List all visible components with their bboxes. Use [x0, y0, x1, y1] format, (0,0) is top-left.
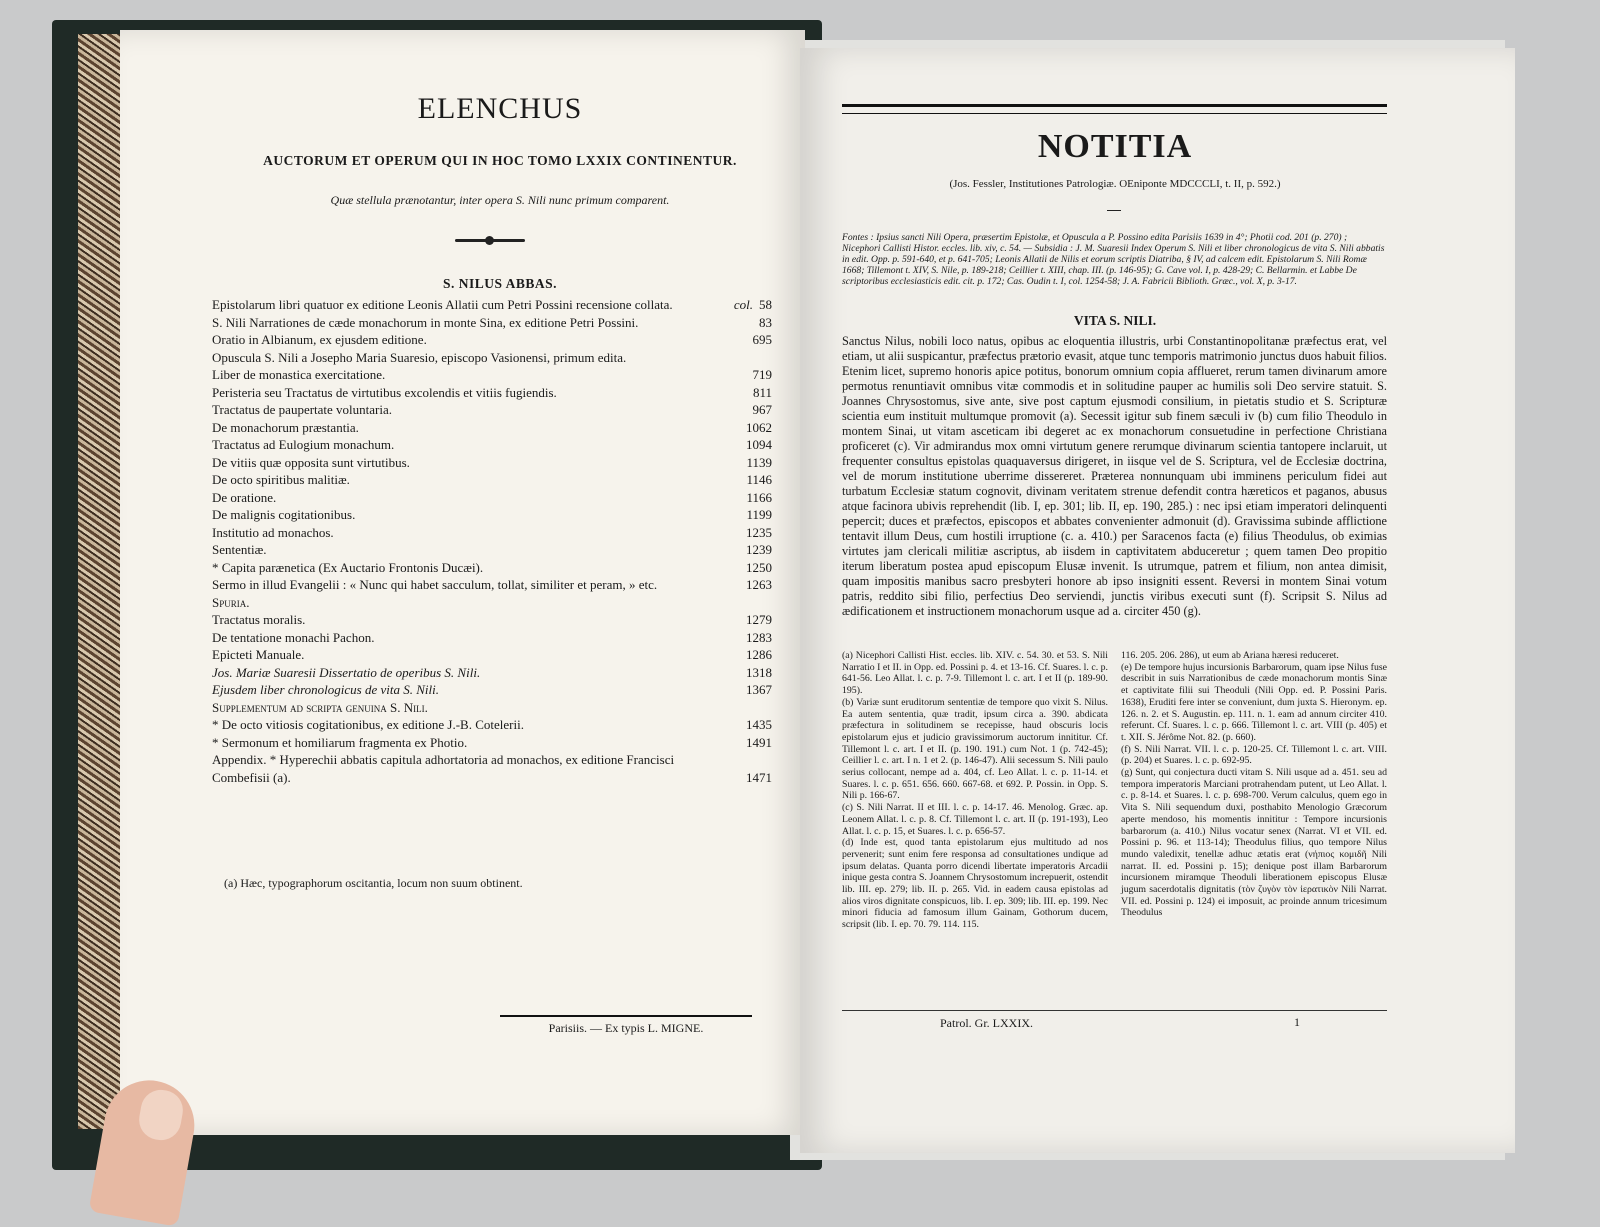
toc-entry-page: 1367 — [746, 682, 772, 697]
toc-entry-title: De oratione. — [212, 489, 277, 505]
toc-entry — [212, 331, 772, 349]
toc-entry — [212, 611, 772, 629]
footnote-text: (d) Inde est, quod tanta epistolarum ejus multitudo ad nos pervenerit; sunt enim fere responsa ad consultationes undique ad ipsum delatas. Quanta porro dicendi libertate imperatoris Arcadii inique gesta contra S. Joannem Chrysostomum increpuerit, ostendit lib. III. ep. 279; lib. II. p. 265. Vid. in eadem causa epistolas ad alios viros dignitate conspicuos, lib. I. ep. 309; lib. III. ep. 199. Nec minori fiducia ad famosum illum Gainam, Gothorum ducem, scripsit (lib. I. ep. 70. 79. 114. 115. — [842, 837, 1108, 931]
footnote-text: 116. 205. 206. 286), ut eum ab Ariana hæresi reduceret. — [1121, 650, 1339, 661]
toc-entry-page: 1146 — [746, 472, 772, 487]
toc-entry — [212, 629, 772, 647]
toc-entry-page: 695 — [752, 332, 772, 347]
footnote-text: (f) S. Nili Narrat. VII. l. c. p. 120-25. Cf. Tillemont l. c. art. VIII. (p. 204) et Suares. l. c. p. 692-95. — [1121, 743, 1387, 767]
footnote-text: (g) Sunt, qui conjectura ducti vitam S. Nili usque ad a. 451. seu ad tempora imperatoris Marciani protrahendam putent, ut Leo Allat. l. c. p. 8-14. et Suares. l. c. p. 698-700. Verum calculus, quem ego in Vita S. Nili sequendum duxi, posthabito Menologio Græcorum aperte mendoso, his momentis innititur : Tempore incursionis barbarorum (a. 410.) Nilus vocatur senex (Narrat. VI et VII. ed. Possini p. 96. et 113-14); Theodulus filius, quo tempore Nilus mundo valedixit, tenellæ adhuc ætatis erat (νήπιος κομιδῆ Nili narrat. II. ed. Possini p. 15); denique post illam Barbarorum incursionem miramque Theoduli liberationem episcopus Elusæ jugum sacerdotalis dignitatis (τὸν ζυγὸν τὸν ἱερατικὸν Nili Narrat. VII. ed. Possini p. 124) ei imposuit, ac proinde annum tricesimum Theodulus — [1121, 767, 1387, 919]
toc-entry-title: Sententiæ. — [212, 542, 267, 557]
toc-entry-page: 1286 — [746, 647, 772, 662]
toc-entry — [212, 751, 772, 786]
notitia-title: NOTITIA — [1037, 128, 1193, 165]
toc-entry-page: col. 58 — [733, 297, 772, 312]
toc-entry — [212, 366, 772, 384]
ornament-divider — [455, 239, 525, 242]
page-number: 1 — [1294, 1015, 1300, 1029]
toc-entry-title: Epistolarum libri quatuor ex editione Leonis Allatii cum Petri Possini recensione collata. — [212, 297, 673, 312]
toc-entry-title: Liber de monastica exercitatione. — [212, 367, 386, 382]
toc-entry-page: 1199 — [746, 507, 772, 522]
toc-entry-title: De malignis cogitationibus. — [212, 507, 356, 522]
footnote-text: (e) De tempore hujus incursionis Barbarorum, quam ipse Nilus fuse describit in suis Narrationibus de cæde monachorum montis Sinæ et captivitate filii sui Theoduli (Nili Opp. ed. P. Possini Paris. 1638), Eruditi fere inter se conveniunt, dum juxta S. Hieronym. ep. 126. n. 2. et S. Augustin. ep. 111. n. 1. eam ad annum circiter 410. referunt. Cf. Suares. l. c. p. 666. Tillemont l. c. art. VIII (p. 405) et t. XII. S. Jérôme Not. 82. (p. 660). — [1121, 661, 1387, 743]
toc-entry-page: 967 — [752, 402, 772, 417]
toc-entry — [212, 454, 772, 472]
toc-entry-title: Spuria. — [212, 594, 250, 610]
footer-rule — [842, 1010, 1387, 1011]
toc-entry-title: Supplementum ad scripta genuina S. Nili. — [212, 699, 428, 715]
toc-entry — [212, 541, 772, 559]
toc-entry — [212, 664, 772, 682]
footnote-text: (b) Variæ sunt eruditorum sententiæ de tempore quo vixit S. Nilus. Ea autem sententia, quæ tradit, ipsum circa a. 390. abdicata præfectura in solitudinem se recepisse, haud obscuris locis epistolarum ejus et judicio gravissimorum auctorum innititur. Cf. Tillemont l. c. art. I et II. (p. 190. 191.) cum Not. 1 (p. 742-45); Ceillier l. c. art. I n. 1 et 2. (p. 146-47). Alii secessum S. Nili paulo serius collocant, nempe ad a. 404, cf. Leo Allat. l. c. p. 11-14. et Suares. l. c. p. 651. 656. 660. 667-68. et 692. P. Possin. in Opp. S. Nili p. 166-67. — [842, 696, 1108, 802]
toc-entry-title: Opuscula S. Nili a Josepho Maria Suaresio, episcopo Vasionensi, primum edita. — [212, 349, 627, 365]
toc-entry-page: 1250 — [746, 559, 772, 575]
toc-entry-title: Tractatus moralis. — [212, 612, 306, 627]
toc-entry-title: Oratio in Albianum, ex ejusdem editione. — [212, 332, 427, 347]
vita-paragraph: Sanctus Nilus, nobili loco natus, opibus ac eloquentia illustris, urbi Constantinopolitanæ præfectus erat, vel etiam, ut alii suspicantur, præfectus prætorio evasit, atque tunc temporis matrimonio junctus duos habuit filios. Etenim licet, supremo honoris apice potitus, bonorum omnium copia afflueret, rerum tamen divinarum amore permotus renuntiavit omnibus vitæ commodis et in solitudine pauper ac humilis soli Deo servire statuit. S. Joannes Chrysostomus, sive ante, sive post captum ejusmodi consilium, in pietatis studio et S. Scripturæ scientia eum instituit multumque promovit (a). Secessit igitur sub finem sæculi iv (b) cum filio Theodulo in montem Sinai, ut vitam asceticam ibi degeret ac ex monachorum consuetudine in perfectione Christiana proficeret (c). Vir admirandus mox omni virtutum genere rerumque divinarum scientia tantopere inclaruit, ut frequenter consultus epistolas quaquaversus dirigeret, in iisque vel de S. Scriptura, vel de Ecclesiæ doctrina, vel de morum institutione uberrime dissereret. Præterea nonnunquam ubi imminens periculum fidei aut turbatum Ecclesiæ statum cognovit, divinam veritatem strenue defendit contra hæreticos et paganos, abusus atque facinora ubivis reprehendit (lib. I, ep. 301; lib. II, ep. 190, 285.) : nec ipsi etiam imperatori delinquenti pepercit; duces et præfectos, episcopos et abbates convenienter admonuit (d). Gravissima subinde afflictione tentavit illum Deus, cum hostili irruptione (c. a. 410.) per Saracenos facta (e) filius Theodulus, ob eximias virtutes jam clericali militiæ ascriptus, ab iisdem in captivitatem abduceretur ; quem tamen Deo propitio iterum liberatum postea apud episcopum Elusæ invenit. Is utrumque, patrem et filium, non antea dimisit, quam impositis manibus sacro presbyteri honore ab ipso insigniti essent. Reversi in montem Sinai votum patris, reddito sibi filio, perfectius Deo serviendi, junctis viribus executi sunt (f). Scripsit S. Nilus ad ædificationem et instructionem monachorum usque ad a. circiter 450 (g). — [842, 334, 1387, 618]
toc-entry — [212, 559, 772, 577]
toc-entry — [212, 349, 772, 367]
toc-entry-page: 1062 — [746, 419, 772, 435]
toc-entry-title: * Sermonum et homiliarum fragmenta ex Photio. — [212, 734, 468, 750]
toc-entry — [212, 699, 772, 717]
toc-entry — [212, 506, 772, 524]
footnote-columns — [842, 650, 1387, 931]
toc-entry-page: 1471 — [746, 769, 772, 785]
toc-entry-page: 1283 — [746, 629, 772, 645]
imprint: Parisiis. — Ex typis L. MIGNE. — [548, 1021, 704, 1035]
toc-entry-title: De tentatione monachi Pachon. — [212, 629, 375, 645]
toc-entry-title: Sermo in illud Evangelii : « Nunc qui habet sacculum, tollat, similiter et peram, » etc. — [212, 577, 658, 592]
toc-entry-page: 1094 — [746, 437, 772, 452]
toc-entry-title: Jos. Mariæ Suaresii Dissertatio de operibus S. Nili. — [212, 664, 481, 680]
toc-entry-title: De vitiis quæ opposita sunt virtutibus. — [212, 454, 410, 470]
toc-entry — [212, 314, 772, 332]
toc-entry-title: Tractatus de paupertate voluntaria. — [212, 402, 393, 417]
footnote-text: (a) Nicephori Callisti Hist. eccles. lib. XIV. c. 54. 30. et 53. S. Nili Narratio I et II. in Opp. ed. Possini p. 4. et 13-16. Cf. Suares. l. c. p. 641-56. Leo Allat. l. c. p. 7-9. Tillemont l. c. art. I et II (p. 189-90. 195). — [842, 650, 1108, 697]
short-dash — [1107, 210, 1121, 211]
section-heading: S. NILUS ABBAS. — [442, 276, 558, 291]
toc-entry — [212, 401, 772, 419]
toc-entry — [212, 436, 772, 454]
toc-entry-title: Tractatus ad Eulogium monachum. — [212, 437, 395, 452]
toc-entry — [212, 384, 772, 402]
toc-entry-page: 1239 — [746, 542, 772, 557]
toc-entry-title: Appendix. * Hyperechii abbatis capitula adhortatoria ad monachos, ex editione Francisci Combefisii (a). — [212, 752, 675, 785]
fontes-paragraph: Fontes : Ipsius sancti Nili Opera, præsertim Epistolæ, et Opuscula a P. Possino edita Parisiis 1639 in 4°; Photii cod. 201 (p. 270) ; Nicephori Callisti Histor. eccles. lib. xiv, c. 54. — Subsidia : J. M. Suaresii Index Operum S. Nili et liber chronologicus de vita S. Nili abbatis in edit. Opp. p. 591-640, et p. 641-705; Leonis Allatii de Nilis et eorum scriptis Diatriba, § IV, ad calcem edit. Epistolarum S. Nili Romæ 1668; Tillemont t. XIV, S. Nile, p. 189-218; Ceillier t. XIII, chap. III. (p. 146-95); G. Cave vol. I, p. 428-29; C. Bellarmin. et Labbe De scriptoribus ecclesiasticis edit. cit. p. 172; Cas. Oudin t. I, col. 1254-58; J. A. Fabricii Biblioth. Græc., vol. X, p. 3-17. — [842, 232, 1385, 287]
vita-heading: VITA S. NILI. — [1073, 313, 1157, 328]
toc-entry — [212, 419, 772, 437]
toc-entry-title: De octo spiritibus malitiæ. — [212, 472, 350, 487]
toc-col-prefix: col. — [733, 297, 753, 312]
header-double-rule — [842, 104, 1387, 114]
toc-entry — [212, 646, 772, 664]
toc-entry — [212, 489, 772, 507]
toc-entry-page: 1318 — [746, 664, 772, 680]
toc-entry-page: 1279 — [746, 612, 772, 627]
asterisk-note: Quæ stellula prænotantur, inter opera S. Nili nunc primum comparent. — [330, 193, 670, 207]
toc-entry-title: De monachorum præstantia. — [212, 419, 359, 435]
toc-entry — [212, 734, 772, 752]
toc-entry-title: S. Nili Narrationes de cæde monachorum in monte Sina, ex editione Petri Possini. — [212, 314, 639, 330]
marbled-endpaper — [78, 34, 126, 1129]
toc-entry-title: Ejusdem liber chronologicus de vita S. Nili. — [212, 682, 439, 697]
toc-entry — [212, 594, 772, 612]
toc-entry-page: 719 — [752, 367, 772, 382]
running-foot: Patrol. Gr. LXXIX. — [940, 1016, 1033, 1030]
footnote-column-left — [842, 650, 1108, 931]
footnote-text: (c) S. Nili Narrat. II et III. l. c. p. 14-17. 46. Menolog. Græc. ap. Leonem Allat. l. c. p. 8. Cf. Tillemont l. c. art. II (p. 191-193), Leo Allat. l. c. p. 15, et Suares. l. c. p. 656-57. — [842, 802, 1108, 837]
toc-entry-page: 1235 — [746, 524, 772, 540]
toc-entry-page: 1435 — [746, 717, 772, 732]
table-of-contents — [212, 296, 772, 786]
toc-entry — [212, 716, 772, 734]
page-subtitle: AUCTORUM ET OPERUM QUI IN HOC TOMO LXXIX CONTINENTUR. — [263, 153, 737, 168]
footnote-column-right — [1121, 650, 1387, 931]
toc-entry-page: 1263 — [746, 577, 772, 592]
toc-entry-title: Institutio ad monachos. — [212, 524, 334, 540]
toc-entry-title: * Capita parænetica (Ex Auctario Frontonis Ducæi). — [212, 559, 484, 575]
toc-entry-title: Peristeria seu Tractatus de virtutibus excolendis et vitiis fugiendis. — [212, 384, 557, 400]
toc-entry-page: 1139 — [746, 454, 772, 470]
footnote: (a) Hæc, typographorum oscitantia, locum non suum obtinent. — [224, 876, 523, 890]
page-title: ELENCHUS — [417, 92, 583, 125]
toc-entry-title: Epicteti Manuale. — [212, 647, 305, 662]
toc-entry — [212, 681, 772, 699]
imprint-rule — [500, 1015, 752, 1017]
toc-entry-page: 1166 — [746, 489, 772, 505]
toc-entry — [212, 296, 772, 314]
toc-entry-page: 811 — [752, 384, 772, 400]
toc-entry-page: 1491 — [746, 734, 772, 750]
toc-entry — [212, 471, 772, 489]
toc-entry — [212, 576, 772, 594]
bibliographic-reference: (Jos. Fessler, Institutiones Patrologiæ. OEniponte MDCCCLI, t. II, p. 592.) — [949, 178, 1281, 190]
toc-entry-page: 83 — [759, 314, 772, 330]
toc-entry — [212, 524, 772, 542]
toc-entry-title: * De octo vitiosis cogitationibus, ex editione J.-B. Cotelerii. — [212, 717, 524, 732]
